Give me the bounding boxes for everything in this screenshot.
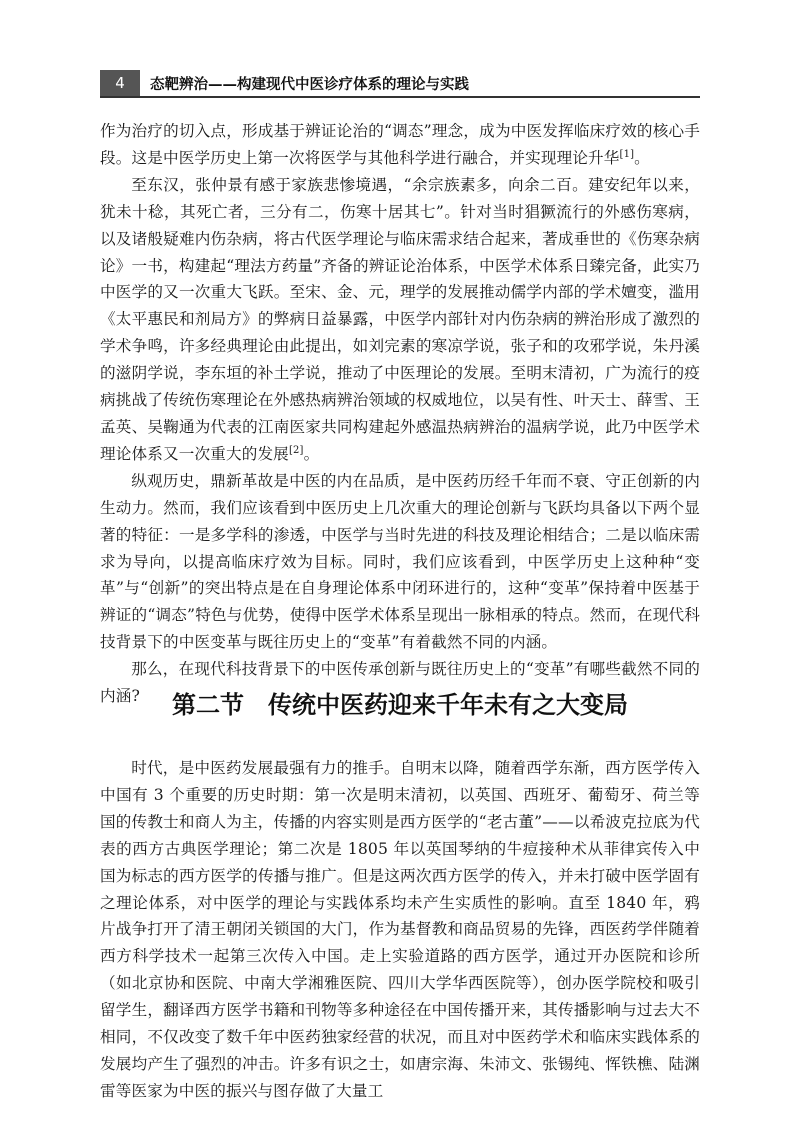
page-number: 4 (100, 70, 140, 96)
paragraph-5: 时代，是中医药发展最强有力的推手。自明末以降，随着西学东渐，西方医学传入中国有 3 个重要的历史时期：第一次是明末清初，以英国、西班牙、葡萄牙、荷兰等国的传教士和商人为主，传播的内容实则是西方医学的“老古董”——以希波克拉底为代表的西方古典医学理论；第二次是 1805 年以英国琴纳的牛痘接种术从菲律宾传入中国为标志的西方医学的传播与推广。但是这两次西方医学的传入，并未打破中医学固有之理论体系，对中医学的理论与实践体系均未产生实质性的影响。直至 1840 年，鸦片战争打开了清王朝闭关锁国的大门，作为基督教和商品贸易的先锋，西医药学伴随着西方科学技术一起第三次传入中国。走上实验道路的西方医学，通过开办医院和诊所（如北京协和医院、中南大学湘雅医院、四川大学华西医院等），创办医学院校和吸引留学生，翻译西方医学书籍和刊物等多种途径在中国传播开来，其传播影响与过去大不相同，不仅改变了数千年中医药独家经营的状况，而且对中医药学术和临床实践体系的发展均产生了强烈的冲击。许多有识之士，如唐宗海、朱沛文、张锡纯、恽铁樵、陆渊雷等医家为中医的振兴与图存做了大量工 (100, 759, 700, 1100)
section-title: 第二节 传统中医药迎来千年未有之大变局 (172, 691, 628, 719)
body-text-top (100, 118, 700, 710)
paragraph-2-tail: 。 (303, 444, 320, 463)
reference-2: [2] (288, 444, 304, 456)
running-title: 态靶辨治——构建现代中医诊疗体系的理论与实践 (150, 76, 469, 93)
paragraph-4: 那么，在现代科技背景下的中医传承创新与既往历史上的“变革”有哪些截然不同的内涵? (100, 660, 700, 706)
paragraph-1-tail: 。 (634, 148, 650, 167)
paragraph-1-text: 作为治疗的切入点，形成基于辨证论治的“调态”理念，成为中医发挥临床疗效的核心手段。这是中医学历史上第一次将医学与其他科学进行融合，并实现理论升华 (100, 122, 700, 167)
paragraph-3: 纵观历史，鼎新革故是中医的内在品质，是中医药历经千年而不衰、守正创新的内生动力。然而，我们应该看到中医历史上几次重大的理论创新与飞跃均具备以下两个显著的特征：一是多学科的渗透，中医学与当时先进的科技及理论相结合；二是以临床需求为导向，以提高临床疗效为目标。同时，我们应该看到，中医学历史上这种种“变革”与“创新”的突出特点是在自身理论体系中闭环进行的，这种“变革”保持着中医基于辨证的“调态”特色与优势，使得中医学术体系呈现出一脉相承的特点。然而，在现代科技背景下的中医变革与既往历史上的“变革”有着截然不同的内涵。 (100, 471, 700, 652)
paragraph-1 (100, 118, 700, 172)
paragraph-2 (100, 172, 700, 468)
running-header (100, 70, 700, 98)
body-text-bottom (100, 755, 700, 1105)
reference-1: [1] (619, 148, 635, 160)
paragraph-2-text: 至东汉，张仲景有感于家族悲惨境遇，“余宗族素多，向余二百。建安纪年以来，犹未十稔，其死亡者，三分有二，伤寒十居其七”。针对当时猖獗流行的外感伤寒病，以及诸般疑难内伤杂病，将古代医学理论与临床需求结合起来，著成垂世的《伤寒杂病论》一书，构建起“理法方药量”齐备的辨证论治体系，中医学术体系日臻完备，此实乃中医学的又一次重大飞跃。至宋、金、元，理学的发展推动儒学内部的学术嬗变，滥用《太平惠民和剂局方》的弊病日益暴露，中医学内部针对内伤杂病的辨治形成了激烈的学术争鸣，许多经典理论由此提出，如刘完素的寒凉学说，张子和的攻邪学说，朱丹溪的滋阴学说，李东垣的补土学说，推动了中医理论的发展。至明末清初，广为流行的疫病挑战了传统伤寒理论在外感热病辨治领域的权威地位，以吴有性、叶天士、薛雪、王孟英、吴鞠通为代表的江南医家共同构建起外感温热病辨治的温病学说，此乃中医学术理论体系又一次重大的发展 (100, 175, 700, 463)
